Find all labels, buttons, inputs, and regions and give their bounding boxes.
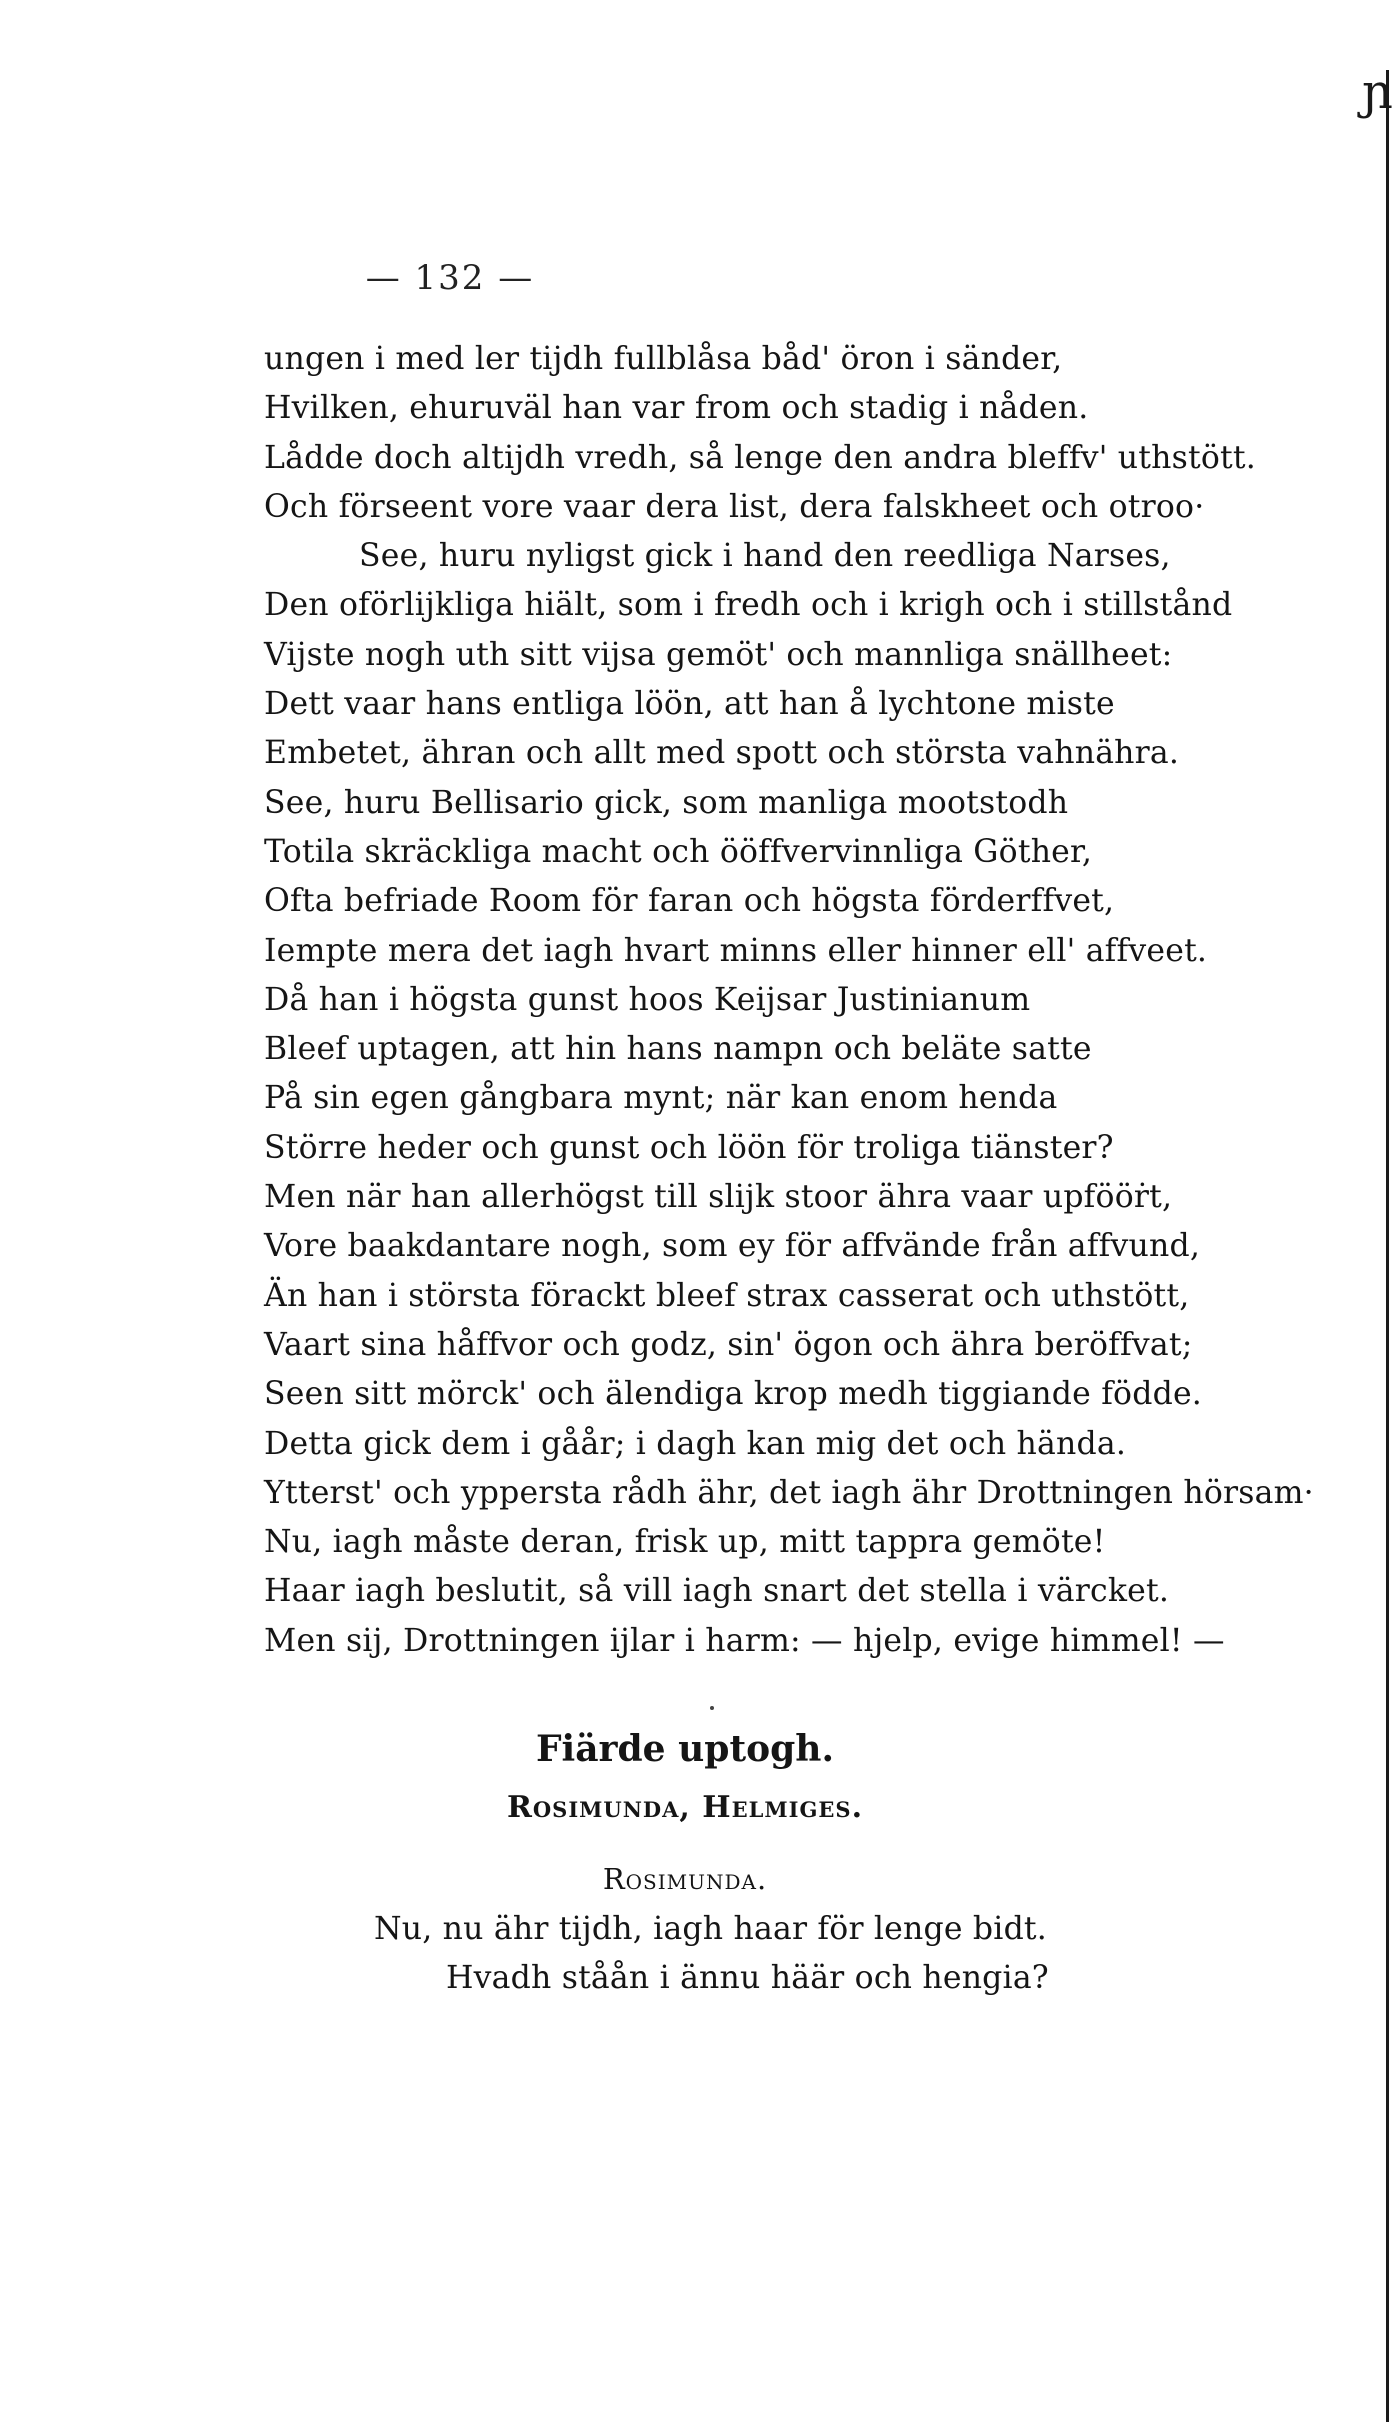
verse-line: Nu, nu ähr tijdh, iagh haar för lenge bidt. — [374, 1911, 1048, 1947]
page-number: — 132 — — [365, 258, 535, 298]
ornament-dot — [710, 1706, 714, 1710]
scene-characters: Rosimunda, Helmiges. — [506, 1790, 864, 1825]
verse-line: Än han i största förackt bleef strax casserat och uthstött, — [264, 1277, 1190, 1314]
verse-line: ungen i med ler tijdh fullblåsa båd' öron i sänder, — [264, 341, 1063, 377]
verse-line: Då han i högsta gunst hoos Keijsar Justinianum — [264, 981, 1031, 1018]
verse-line: See, huru nyligst gick i hand den reedliga Narses, — [359, 538, 1171, 575]
verse-line: På sin egen gångbara mynt; när kan enom henda — [264, 1080, 1058, 1117]
verse-line: Vijste nogh uth sitt vijsa gemöt' och mannliga snällheet: — [264, 636, 1173, 673]
verse-line: Och förseent vore vaar dera list, dera falskheet och otroo· — [264, 488, 1205, 525]
verse-line: Totila skräckliga macht och ööffvervinnliga Göther, — [264, 833, 1093, 870]
verse-line: Den oförlijkliga hiält, som i fredh och i krigh och i stillstånd — [264, 587, 1233, 624]
verse-block — [264, 335, 1314, 1666]
verse-line: Embetet, ähran och allt med spott och största vahnähra. — [264, 735, 1180, 772]
verse-line: Nu, iagh måste deran, frisk up, mitt tappra gemöte! — [264, 1524, 1106, 1561]
verse-line: Seen sitt mörck' och älendiga krop medh tiggiande födde. — [264, 1376, 1203, 1413]
page-edge-rule — [1386, 70, 1389, 2422]
verse-line: See, huru Bellisario gick, som manliga mootstodh — [264, 784, 1069, 821]
speech-block — [374, 1905, 1274, 2004]
scene-heading: Fiärde uptogh. — [535, 1728, 834, 1770]
verse-line: Men sij, Drottningen ijlar i harm: — hjelp, evige himmel! — — [264, 1622, 1225, 1659]
verse-line: Större heder och gunst och löön för troliga tiänster? — [264, 1129, 1114, 1166]
verse-line: Hvilken, ehuruväl han var from och stadig i nåden. — [264, 390, 1089, 427]
verse-line: Bleef uptagen, att hin hans nampn och beläte satte — [264, 1031, 1092, 1068]
verse-line: Vore baakdantare nogh, som ey för affvände från affvund, — [264, 1228, 1201, 1265]
verse-line: Detta gick dem i gåår; i dagh kan mig det och hända. — [264, 1425, 1127, 1462]
verse-line: Dett vaar hans entliga löön, att han å lychtone miste — [264, 686, 1115, 723]
verse-line: Ofta befriade Room för faran och högsta förderffvet, — [264, 883, 1115, 920]
speaker-name: Rosimunda. — [602, 1862, 768, 1896]
verse-line: Lådde doch altijdh vredh, så lenge den andra bleffv' uthstött. — [264, 439, 1256, 476]
verse-line: Vaart sina håffvor och godz, sin' ögon och ähra beröffvat; — [264, 1326, 1193, 1363]
verse-line: Iempte mera det iagh hvart minns eller hinner ell' affveet. — [264, 932, 1208, 969]
verse-line: Hvadh ståån i ännu häär och hengia? — [446, 1960, 1049, 1997]
verse-line: Ytterst' och yppersta rådh ähr, det iagh ähr Drottningen hörsam· — [264, 1474, 1314, 1511]
page-edge-mark: ɲ — [1362, 64, 1393, 120]
verse-line: Haar iagh beslutit, så vill iagh snart det stella i värcket. — [264, 1573, 1170, 1610]
verse-line: Men när han allerhögst till slijk stoor ähra vaar upfööṙt, — [264, 1179, 1173, 1216]
